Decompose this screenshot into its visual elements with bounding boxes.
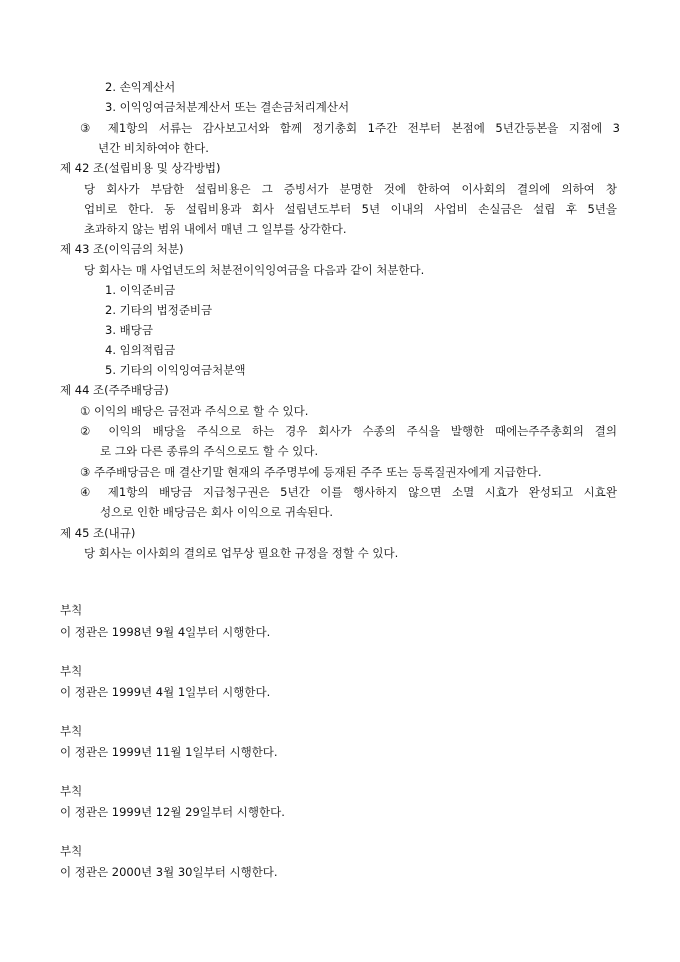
addendum-text: 이 정관은 2000년 3월 30일부터 시행한다. — [60, 865, 278, 879]
article-heading: 제 43 조(이익금의 처분) — [60, 242, 184, 256]
article-heading: 제 42 조(설립비용 및 상각방법) — [60, 161, 221, 175]
paragraph-line: 당 회사가 부담한 설립비용은 그 증빙서가 분명한 것에 한하여 이사회의 결의에 의하여 창 — [84, 182, 617, 196]
paragraph-line: 당 회사는 매 사업년도의 처분전이익잉여금을 다음과 같이 처분한다. — [84, 263, 425, 277]
paragraph-line: 성으로 인한 배당금은 회사 이익으로 귀속된다. — [100, 505, 334, 519]
addendum-heading: 부칙 — [60, 784, 83, 798]
paragraph-line: ② 이익의 배당을 주식으로 하는 경우 회사가 수종의 주식을 발행한 때에는주주총회의 결의 — [80, 424, 617, 438]
paragraph-line: ④ 제1항의 배당금 지급청구권은 5년간 이를 행사하지 않으면 소멸 시효가 완성되고 시효완 — [80, 485, 617, 499]
list-item: 3. 배당금 — [105, 323, 153, 337]
paragraph-line: ③ 주주배당금은 매 결산기말 현재의 주주명부에 등재된 주주 또는 등록질권자에게 지급한다. — [80, 465, 542, 479]
list-item: 1. 이익준비금 — [105, 283, 176, 297]
addendum-heading: 부칙 — [60, 603, 83, 617]
addendum-text: 이 정관은 1998년 9월 4일부터 시행한다. — [60, 625, 271, 639]
addendum-heading: 부칙 — [60, 724, 83, 738]
paragraph-line: ① 이익의 배당은 금전과 주식으로 할 수 있다. — [80, 404, 309, 418]
paragraph-line: 년간 비치하여야 한다. — [98, 141, 209, 155]
paragraph-line: 업비로 한다. 동 설립비용과 회사 설립년도부터 5년 이내의 사업비 손실금은 설립 후 5년을 — [84, 202, 617, 216]
paragraph-line: 초과하지 않는 범위 내에서 매년 그 일부를 상각한다. — [84, 222, 347, 236]
paragraph-line: 당 회사는 이사회의 결의로 업무상 필요한 규정을 정할 수 있다. — [84, 546, 399, 560]
addendum-text: 이 정관은 1999년 4월 1일부터 시행한다. — [60, 685, 271, 699]
addendum-text: 이 정관은 1999년 12월 29일부터 시행한다. — [60, 805, 285, 819]
list-item: 4. 임의적립금 — [105, 343, 176, 357]
list-item: 5. 기타의 이익잉여금처분액 — [105, 363, 246, 377]
list-item: 3. 이익잉여금처분계산서 또는 결손금처리계산서 — [105, 100, 350, 114]
list-item: 2. 기타의 법정준비금 — [105, 303, 213, 317]
paragraph-line: ③ 제1항의 서류는 감사보고서와 함께 정기총회 1주간 전부터 본점에 5년간등본을 지점에 3 — [80, 121, 620, 135]
article-heading: 제 45 조(내규) — [60, 526, 136, 540]
addendum-heading: 부칙 — [60, 664, 83, 678]
article-heading: 제 44 조(주주배당금) — [60, 383, 169, 397]
addendum-heading: 부칙 — [60, 844, 83, 858]
list-item: 2. 손익계산서 — [105, 80, 176, 94]
paragraph-line: 로 그와 다른 종류의 주식으로도 할 수 있다. — [100, 444, 319, 458]
addendum-text: 이 정관은 1999년 11월 1일부터 시행한다. — [60, 745, 278, 759]
